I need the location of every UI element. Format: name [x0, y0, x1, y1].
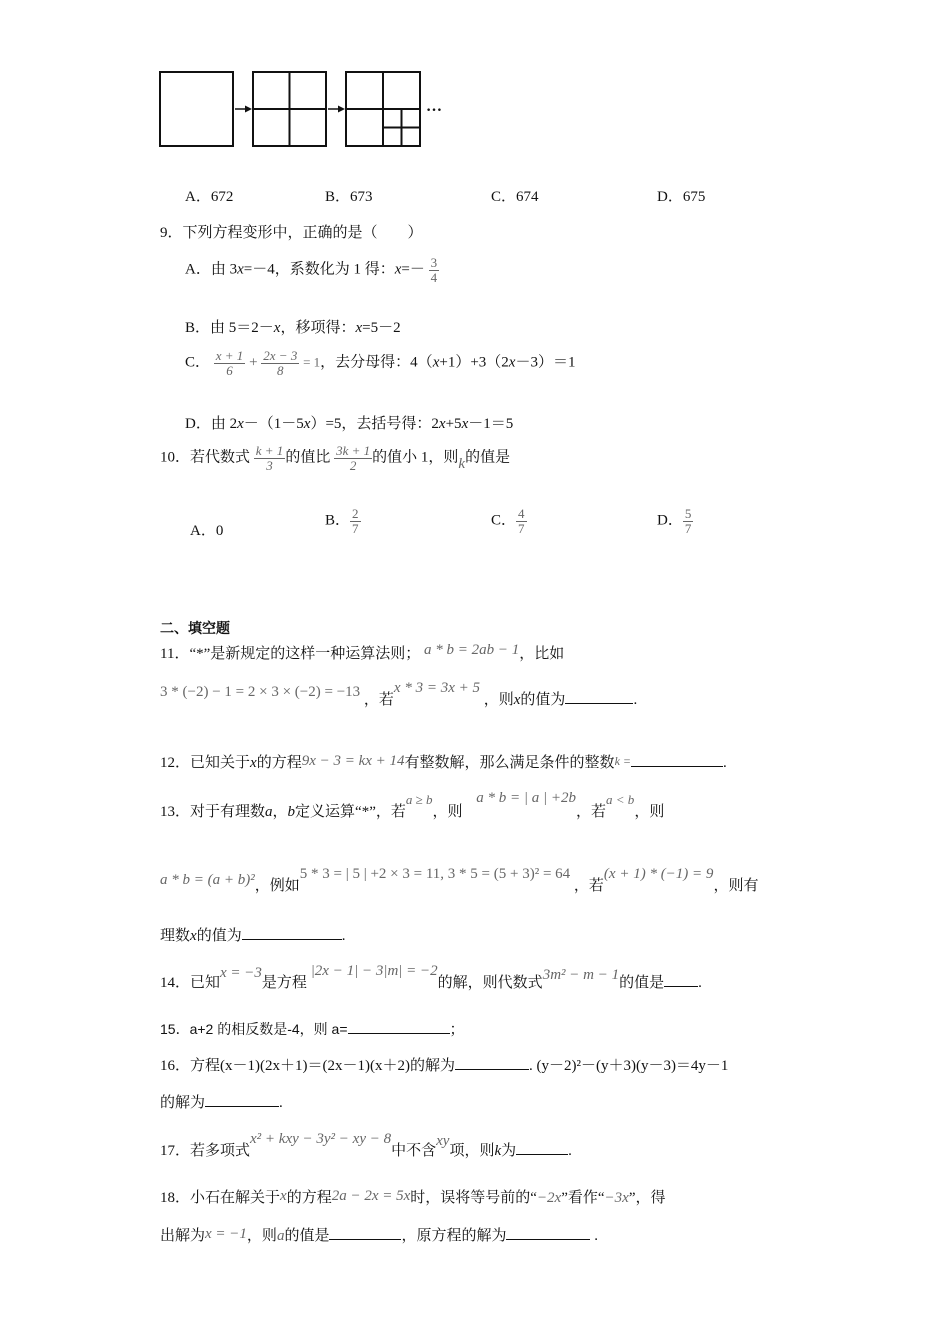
q9-option-b[interactable]: B．由 5＝2－x，移项得：x=5－2 [185, 320, 401, 336]
q8-option-a[interactable]: A．672 [185, 189, 234, 205]
q13-line-3: 理数x的值为 . [160, 928, 346, 944]
q16-line-2: 的解为 . [160, 1095, 283, 1111]
q9c-fraction-2: $\frac{2x - 3}{8}$ [263, 348, 298, 378]
q10-fraction-1: $\frac{k + 1}{3}$ [255, 443, 284, 473]
q8-option-c[interactable]: C．674 [491, 189, 539, 205]
q14-answer-blank[interactable] [664, 974, 698, 987]
q11-line-1: 11．“*”是新规定的这样一种运算法则； a * b = 2ab − 1，比如 [160, 642, 565, 662]
q18-line-1: 18．小石在解关于x的方程2a − 2x = 5x时，误将等号前的“−2x”看作“−3x”，得 [160, 1188, 666, 1206]
q9-option-c[interactable]: C． $\frac{x + 1}{6}$ + $\frac{2x - 3}{8}$ = 1，去分母得：4（x+1）+3（2x－3）＝1 [185, 348, 576, 378]
q9-option-a[interactable]: A．由 3x=－4，系数化为 1 得：x=－ $\frac{3}{4}$ [185, 255, 438, 285]
q9-option-d[interactable]: D．由 2x－（1－5x）=5，去括号得：2x+5x－1＝5 [185, 416, 514, 432]
q18-answer-blank-2[interactable] [506, 1227, 590, 1240]
q11-answer-blank[interactable] [565, 691, 633, 704]
q15-answer-blank[interactable] [348, 1021, 450, 1034]
q10-option-b[interactable]: B． $\frac{2}{7}$ [325, 506, 359, 536]
q17-answer-blank[interactable] [516, 1142, 568, 1155]
q18-line-2: 出解为x = −1，则a的值是 ，原方程的解为 . [160, 1226, 598, 1244]
q13-answer-blank[interactable] [242, 927, 342, 940]
q10-stem: 10．若代数式 $\frac{k + 1}{3}$ 的值比 $\frac{3k + 1}{2}$ 的值小 1，则k的值是 [160, 443, 511, 473]
q16-answer-blank-1[interactable] [455, 1057, 529, 1070]
q12-line: 12．已知关于x的方程9x − 3 = kx + 14有整数解，那么满足条件的整数k = . [160, 753, 727, 771]
q10-option-c[interactable]: C． $\frac{4}{7}$ [491, 506, 525, 536]
q9a-fraction: $\frac{3}{4}$ [430, 255, 438, 285]
q18-answer-blank-1[interactable] [329, 1227, 401, 1240]
q16-line-1: 16．方程(x－1)(2x＋1)＝(2x－1)(x＋2)的解为 . (y－2)²－(y＋3)(y－3)＝4y－1 [160, 1058, 729, 1074]
q16-answer-blank-2[interactable] [205, 1094, 279, 1107]
q14-line: 14．已知x = −3是方程 |2x − 1| − 3|m| = −2的解，则代数式3m² − m − 1的值是 . [160, 963, 702, 991]
q9c-fraction-1: $\frac{x + 1}{6}$ [215, 348, 244, 378]
q13-line-2: a * b = (a + b)²，例如5 * 3 = | 5 | +2 × 3 = 11, 3 * 5 = (5 + 3)² = 64 ，若(x + 1) * (−1) = 9，则有 [160, 866, 759, 894]
continuation-dots: … [426, 98, 443, 115]
q10-option-d[interactable]: D． $\frac{5}{7}$ [657, 506, 692, 536]
square-division-figure [155, 68, 455, 152]
q15-line: 15．a+2 的相反数是-4，则 a= ； [160, 1021, 465, 1038]
q12-answer-blank[interactable] [631, 754, 723, 767]
q10-fraction-2: $\frac{3k + 1}{2}$ [336, 443, 371, 473]
q9-stem: 9．下列方程变形中，正确的是（ ） [160, 225, 423, 241]
section-title: 二、填空题 [160, 620, 230, 636]
q13-line-1: 13．对于有理数a，b定义运算“*”，若a ≥ b，则 a * b = | a | +2b，若a < b，则 [160, 790, 665, 820]
square-1 [160, 72, 233, 146]
q8-option-d[interactable]: D．675 [657, 189, 706, 205]
q11-line-2: 3 * (−2) − 1 = 2 × 3 × (−2) = −13 ，若x * 3 = 3x + 5 ，则x的值为 . [160, 680, 638, 708]
q8-option-b[interactable]: B．673 [325, 189, 373, 205]
q17-line: 17．若多项式x² + kxy − 3y² − xy − 8中不含xy项，则k为 . [160, 1131, 572, 1159]
q10-option-a[interactable]: A．0 [190, 523, 224, 539]
